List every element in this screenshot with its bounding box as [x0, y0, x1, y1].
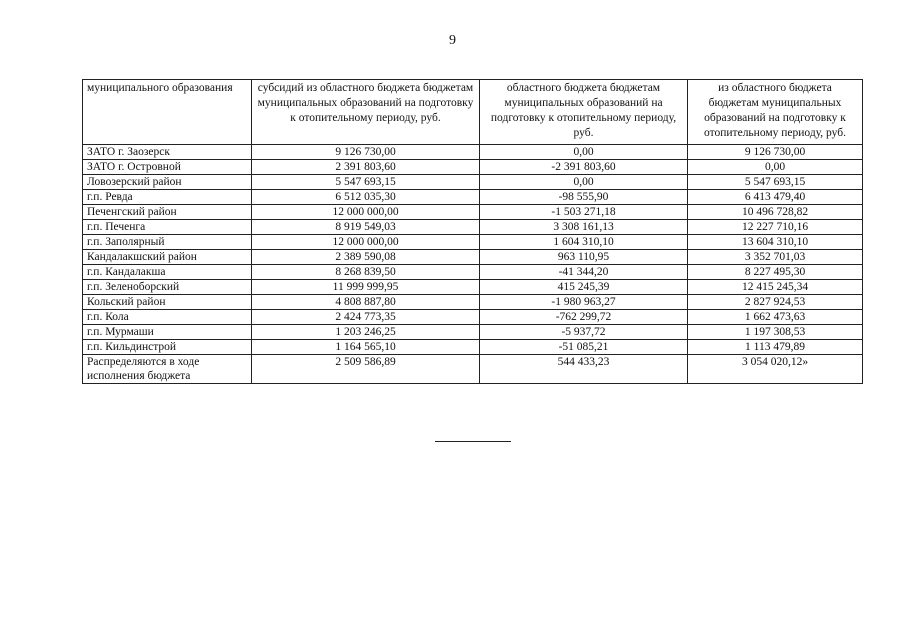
cell-initial-subsidy: 2 389 590,08 — [252, 250, 480, 265]
cell-final-subsidy: 3 054 020,12» — [688, 355, 863, 384]
cell-final-subsidy: 6 413 479,40 — [688, 190, 863, 205]
page-number: 9 — [449, 33, 456, 48]
cell-change: -98 555,90 — [480, 190, 688, 205]
cell-final-subsidy: 8 227 495,30 — [688, 265, 863, 280]
cell-initial-subsidy: 1 164 565,10 — [252, 340, 480, 355]
cell-change: 3 308 161,13 — [480, 220, 688, 235]
table-row — [83, 190, 863, 205]
cell-final-subsidy: 3 352 701,03 — [688, 250, 863, 265]
cell-final-subsidy: 9 126 730,00 — [688, 145, 863, 160]
table-row — [83, 205, 863, 220]
cell-initial-subsidy: 1 203 246,25 — [252, 325, 480, 340]
cell-final-subsidy: 2 827 924,53 — [688, 295, 863, 310]
cell-initial-subsidy: 11 999 999,95 — [252, 280, 480, 295]
cell-municipality: г.п. Кильдинстрой — [83, 340, 252, 355]
cell-municipality: г.п. Зеленоборский — [83, 280, 252, 295]
table-row — [83, 325, 863, 340]
cell-change: 0,00 — [480, 145, 688, 160]
subsidy-table — [82, 79, 863, 384]
cell-final-subsidy: 13 604 310,10 — [688, 235, 863, 250]
cell-final-subsidy: 1 197 308,53 — [688, 325, 863, 340]
cell-change: 0,00 — [480, 175, 688, 190]
table-row — [83, 160, 863, 175]
cell-municipality: Кольский район — [83, 295, 252, 310]
table-header-row — [83, 80, 863, 145]
table-row — [83, 355, 863, 384]
cell-change: -5 937,72 — [480, 325, 688, 340]
cell-initial-subsidy: 6 512 035,30 — [252, 190, 480, 205]
cell-municipality: ЗАТО г. Заозерск — [83, 145, 252, 160]
table-row — [83, 310, 863, 325]
cell-initial-subsidy: 12 000 000,00 — [252, 205, 480, 220]
table-row — [83, 265, 863, 280]
table-row — [83, 220, 863, 235]
cell-initial-subsidy: 12 000 000,00 — [252, 235, 480, 250]
cell-change: 1 604 310,10 — [480, 235, 688, 250]
cell-initial-subsidy: 2 391 803,60 — [252, 160, 480, 175]
cell-change: 963 110,95 — [480, 250, 688, 265]
table-row — [83, 280, 863, 295]
cell-municipality: ЗАТО г. Островной — [83, 160, 252, 175]
table-row — [83, 175, 863, 190]
cell-initial-subsidy: 8 919 549,03 — [252, 220, 480, 235]
cell-municipality: г.п. Заполярный — [83, 235, 252, 250]
cell-initial-subsidy: 2 424 773,35 — [252, 310, 480, 325]
table-row — [83, 235, 863, 250]
cell-change: -41 344,20 — [480, 265, 688, 280]
cell-final-subsidy: 0,00 — [688, 160, 863, 175]
cell-municipality: Печенгский район — [83, 205, 252, 220]
cell-change: -762 299,72 — [480, 310, 688, 325]
cell-municipality: г.п. Мурмаши — [83, 325, 252, 340]
cell-municipality: Распределяются в ходе исполнения бюджета — [83, 355, 252, 384]
table-row — [83, 250, 863, 265]
cell-initial-subsidy: 2 509 586,89 — [252, 355, 480, 384]
cell-change: -51 085,21 — [480, 340, 688, 355]
table-row — [83, 145, 863, 160]
cell-initial-subsidy: 9 126 730,00 — [252, 145, 480, 160]
cell-municipality: г.п. Печенга — [83, 220, 252, 235]
cell-change: -1 980 963,27 — [480, 295, 688, 310]
cell-final-subsidy: 1 113 479,89 — [688, 340, 863, 355]
column-header-final-subsidy: из областного бюджета бюджетам муниципальных образований на подготовку к отопительному периоду, руб. — [688, 80, 863, 145]
cell-final-subsidy: 10 496 728,82 — [688, 205, 863, 220]
column-header-change: областного бюджета бюджетам муниципальных образований на подготовку к отопительному периоду, руб. — [480, 80, 688, 145]
cell-municipality: Ловозерский район — [83, 175, 252, 190]
footer-divider — [435, 441, 511, 442]
column-header-municipality: муниципального образования — [83, 80, 252, 145]
table-row — [83, 340, 863, 355]
cell-change: 415 245,39 — [480, 280, 688, 295]
cell-municipality: г.п. Кандалакша — [83, 265, 252, 280]
cell-initial-subsidy: 4 808 887,80 — [252, 295, 480, 310]
cell-municipality: г.п. Ревда — [83, 190, 252, 205]
cell-municipality: Кандалакшский район — [83, 250, 252, 265]
cell-initial-subsidy: 8 268 839,50 — [252, 265, 480, 280]
table-row — [83, 295, 863, 310]
cell-final-subsidy: 12 415 245,34 — [688, 280, 863, 295]
cell-initial-subsidy: 5 547 693,15 — [252, 175, 480, 190]
cell-municipality: г.п. Кола — [83, 310, 252, 325]
cell-change: -1 503 271,18 — [480, 205, 688, 220]
cell-change: 544 433,23 — [480, 355, 688, 384]
cell-change: -2 391 803,60 — [480, 160, 688, 175]
cell-final-subsidy: 1 662 473,63 — [688, 310, 863, 325]
column-header-initial-subsidy: субсидий из областного бюджета бюджетам муниципальных образований на подготовку к отопительному периоду, руб. — [252, 80, 480, 145]
cell-final-subsidy: 5 547 693,15 — [688, 175, 863, 190]
cell-final-subsidy: 12 227 710,16 — [688, 220, 863, 235]
